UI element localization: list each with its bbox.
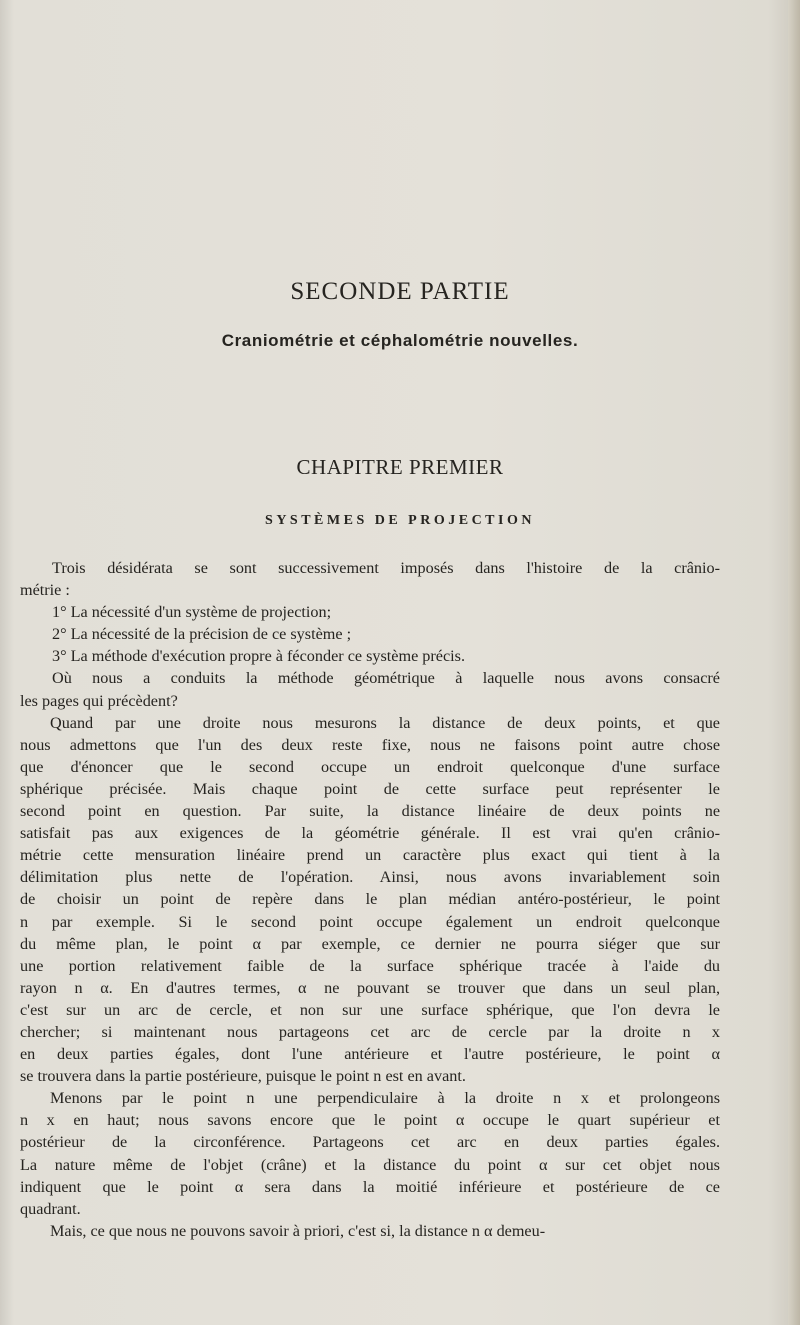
text-line: postérieur de la circonférence. Partageons cet arc en deux parties égales.: [20, 1133, 720, 1152]
page-edge: [788, 0, 800, 1325]
text-line: Quand par une droite nous mesurons la distance de deux points, et que: [50, 713, 720, 732]
text-line: Menons par le point n une perpendiculaire à la droite n x et prolongeons: [50, 1089, 720, 1108]
text-line: métrie cette mensuration linéaire prend un caractère plus exact qui tient à la: [20, 846, 720, 865]
text-line: 3° La méthode d'exécution propre à féconder ce système précis.: [52, 647, 466, 666]
text-line: satisfait pas aux exigences de la géométrie générale. Il est vrai qu'en crânio-: [20, 824, 720, 843]
text-line: c'est sur un arc de cercle, et non sur une surface sphérique, que l'on devra le: [20, 1000, 720, 1019]
text-line: les pages qui précèdent?: [20, 691, 178, 710]
text-line: que d'énoncer que le second occupe un endroit quelconque d'une surface: [20, 757, 720, 776]
text-line: chercher; si maintenant nous partageons cet arc de cercle par la droite n x: [20, 1022, 720, 1041]
text-line: Mais, ce que nous ne pouvons savoir à priori, c'est si, la distance n α demeu-: [50, 1221, 546, 1240]
text-line: du même plan, le point α par exemple, ce dernier ne pourra siéger que sur: [20, 934, 720, 953]
text-line: 1° La nécessité d'un système de projection;: [52, 603, 332, 622]
text-line: indiquent que le point α sera dans la moitié inférieure et postérieure de ce: [20, 1177, 720, 1196]
text-line: La nature même de l'objet (crâne) et la distance du point α sur cet objet nous: [20, 1155, 720, 1174]
body-text: [20, 557, 720, 1242]
text-line: quadrant.: [20, 1199, 81, 1218]
text-line: Où nous a conduits la méthode géométrique à laquelle nous avons consacré: [52, 669, 720, 688]
text-line: Trois désidérata se sont successivement imposés dans l'histoire de la crânio-: [52, 559, 720, 577]
text-line: en deux parties égales, dont l'une antérieure et l'autre postérieure, le point α: [20, 1045, 720, 1064]
chapter-title: CHAPITRE PREMIER: [296, 455, 504, 479]
text-line: n x en haut; nous savons encore que le point α occupe le quart supérieur et: [20, 1111, 720, 1130]
text-line: nous admettons que l'un des deux reste fixe, nous ne faisons point autre chose: [20, 735, 720, 754]
text-line: 2° La nécessité de la précision de ce système ;: [52, 625, 352, 644]
section-title: SYSTÈMES DE PROJECTION: [265, 513, 535, 528]
text-line: sphérique précisée. Mais chaque point de cette surface peut représenter le: [20, 779, 720, 798]
text-line: métrie :: [20, 581, 70, 600]
part-title: SECONDE PARTIE: [290, 278, 510, 305]
text-line: rayon n α. En d'autres termes, α ne pouvant se trouver que dans un seul plan,: [20, 978, 720, 997]
text-line: une portion relativement faible de la surface sphérique tracée à l'aide du: [20, 956, 720, 975]
text-line: second point en question. Par suite, la distance linéaire de deux points ne: [20, 802, 720, 821]
part-subtitle: Craniométrie et céphalométrie nouvelles.: [221, 331, 579, 350]
text-line: de choisir un point de repère dans le plan médian antéro-postérieur, le point: [20, 890, 720, 909]
text-line: se trouvera dans la partie postérieure, puisque le point n est en avant.: [20, 1067, 466, 1086]
text-line: n par exemple. Si le second point occupe également un endroit quelconque: [20, 912, 720, 931]
text-line: délimitation plus nette de l'opération. Ainsi, nous avons invariablement soin: [20, 868, 720, 887]
